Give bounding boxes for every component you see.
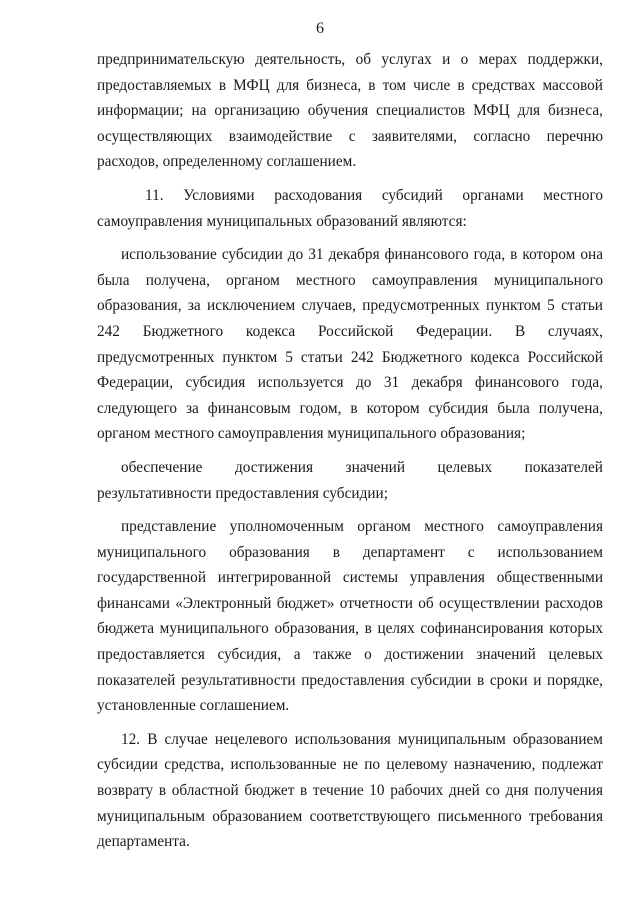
- document-body: [97, 47, 603, 863]
- paragraph-continuation: предпринимательскую деятельность, об услугах и о мерах поддержки, предоставляемых в МФЦ для бизнеса, в том числе в средствах массовой информации; на организацию обучения специалистов МФЦ для бизнеса, осуществляющих взаимодействие с заявителями, согласно перечню расходов, определенному соглашением.: [97, 51, 603, 171]
- paragraph-condition-indicators: обеспечение достижения значений целевых показателей результативности предоставления субсидии;: [97, 458, 603, 502]
- paragraph-item-11: 11. Условиями расходования субсидий органами местного самоуправления муниципальных образований являются:: [97, 186, 603, 230]
- page-number: 6: [316, 20, 324, 37]
- paragraph-condition-reporting: представление уполномоченным органом местного самоуправления муниципального образования в департамент с использованием государственной интегрированной системы управления общественными финансами «Электронный бюджет» отчетности об осуществлении расходов бюджета муниципального образования, в целях софинансирования которых предоставляется субсидия, а также о достижении значений целевых показателей результативности предоставления субсидии в сроки и порядке, установленные соглашением.: [97, 518, 603, 715]
- paragraph-item-12: 12. В случае нецелевого использования муниципальным образованием субсидии средства, использованные не по целевому назначению, подлежат возврату в областной бюджет в течение 10 рабочих дней со дня получения муниципальным образованием соответствующего письменного требования департамента.: [97, 730, 603, 851]
- paragraph-condition-deadline: использование субсидии до 31 декабря финансового года, в котором она была получена, органом местного самоуправления муниципального образования, за исключением случаев, предусмотренных пунктом 5 статьи 242 Бюджетного кодекса Российской Федерации. В случаях, предусмотренных пунктом 5 статьи 242 Бюджетного кодекса Российской Федерации, субсидия используется до 31 декабря финансового года, следующего за финансовым годом, в котором субсидия была получена, органом местного самоуправления муниципального образования;: [97, 246, 603, 443]
